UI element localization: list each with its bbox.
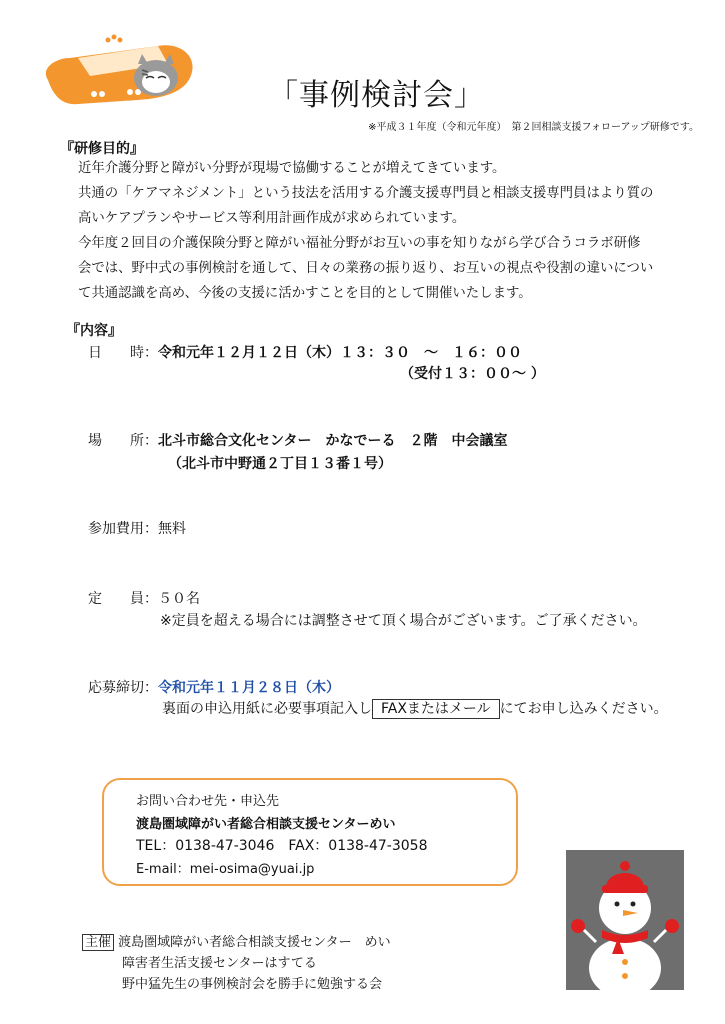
purpose-body	[78, 156, 653, 306]
snowman-illustration	[566, 850, 684, 990]
reception-time: （受付１３：００～ ）	[400, 366, 545, 382]
place-row	[88, 430, 507, 450]
deadline-note-pre: 裏面の申込用紙に必要事項記入し	[162, 701, 372, 717]
contact-org: 渡島圏域障がい者総合相談支援センターめい	[136, 817, 396, 832]
deadline-row	[88, 677, 340, 697]
purpose-line: 近年介護分野と障がい分野が現場で協働することが増えてきています。	[78, 161, 506, 176]
organizers	[82, 932, 391, 995]
capacity-row	[88, 588, 200, 608]
organizer-tag: 主催	[82, 934, 114, 951]
contact-heading: お問い合わせ先・申込先	[136, 794, 280, 809]
fee-label: 参加費用：	[88, 521, 158, 537]
capacity-note: ※定員を超える場合には調整させて頂く場合がございます。ご了承ください。	[160, 613, 647, 629]
fee-row	[88, 518, 186, 538]
deadline-label: 応募締切：	[88, 680, 158, 696]
purpose-line: 共通の「ケアマネジメント」という技法を活用する介護支援専門員と相談支援専門員はより質の	[78, 186, 654, 201]
capacity-value: ５０名	[158, 591, 200, 607]
cat-kotatsu-illustration	[38, 28, 198, 110]
submission-method: FAXまたはメール	[372, 699, 500, 719]
page-title: 「事例検討会」	[268, 78, 485, 113]
fee-value: 無料	[158, 521, 186, 537]
training-note: ※平成３１年度（令和元年度） 第２回相談支援フォローアップ研修です。	[368, 122, 699, 133]
purpose-line: 高いケアプランやサービス等利用計画作成が求められています。	[78, 211, 466, 226]
contact-box	[102, 778, 518, 886]
organizer-line: 障害者生活支援センターはすてる	[122, 956, 317, 971]
place-value: 北斗市総合文化センター かなでーる ２階 中会議室	[158, 433, 508, 449]
purpose-line: 今年度２回目の介護保険分野と障がい福祉分野がお互いの事を知りながら学び合うコラボ研修	[78, 236, 641, 251]
deadline-note-post: にてお申し込みください。	[499, 701, 668, 717]
date-row	[88, 342, 522, 362]
content-heading: 『内容』	[66, 323, 122, 339]
purpose-heading: 『研修目的』	[60, 141, 144, 157]
deadline-note	[162, 698, 668, 719]
contact-email: E-mail：mei-osima@yuai.jp	[136, 862, 315, 877]
purpose-line: 会では、野中式の事例検討を通して、日々の業務の振り返り、お互いの視点や役割の違いについ	[78, 261, 654, 276]
capacity-label: 定 員：	[88, 591, 158, 607]
organizer-line: 野中猛先生の事例検討会を勝手に勉強する会	[122, 977, 383, 992]
contact-tel-fax: TEL：0138-47-3046 FAX：0138-47-3058	[136, 838, 428, 854]
place-address: （北斗市中野通２丁目１３番１号）	[168, 456, 392, 472]
deadline-value: 令和元年１１月２８日（木）	[158, 680, 340, 696]
purpose-line: て共通認識を高め、今後の支援に活かすことを目的として開催いたします。	[78, 286, 532, 301]
organizer-line: 渡島圏域障がい者総合相談支援センター めい	[118, 935, 391, 950]
date-label: 日 時：	[88, 345, 158, 361]
date-value: 令和元年１２月１２日（木）１３：３０ ～ １６：００	[158, 345, 522, 361]
place-label: 場 所：	[88, 433, 158, 449]
